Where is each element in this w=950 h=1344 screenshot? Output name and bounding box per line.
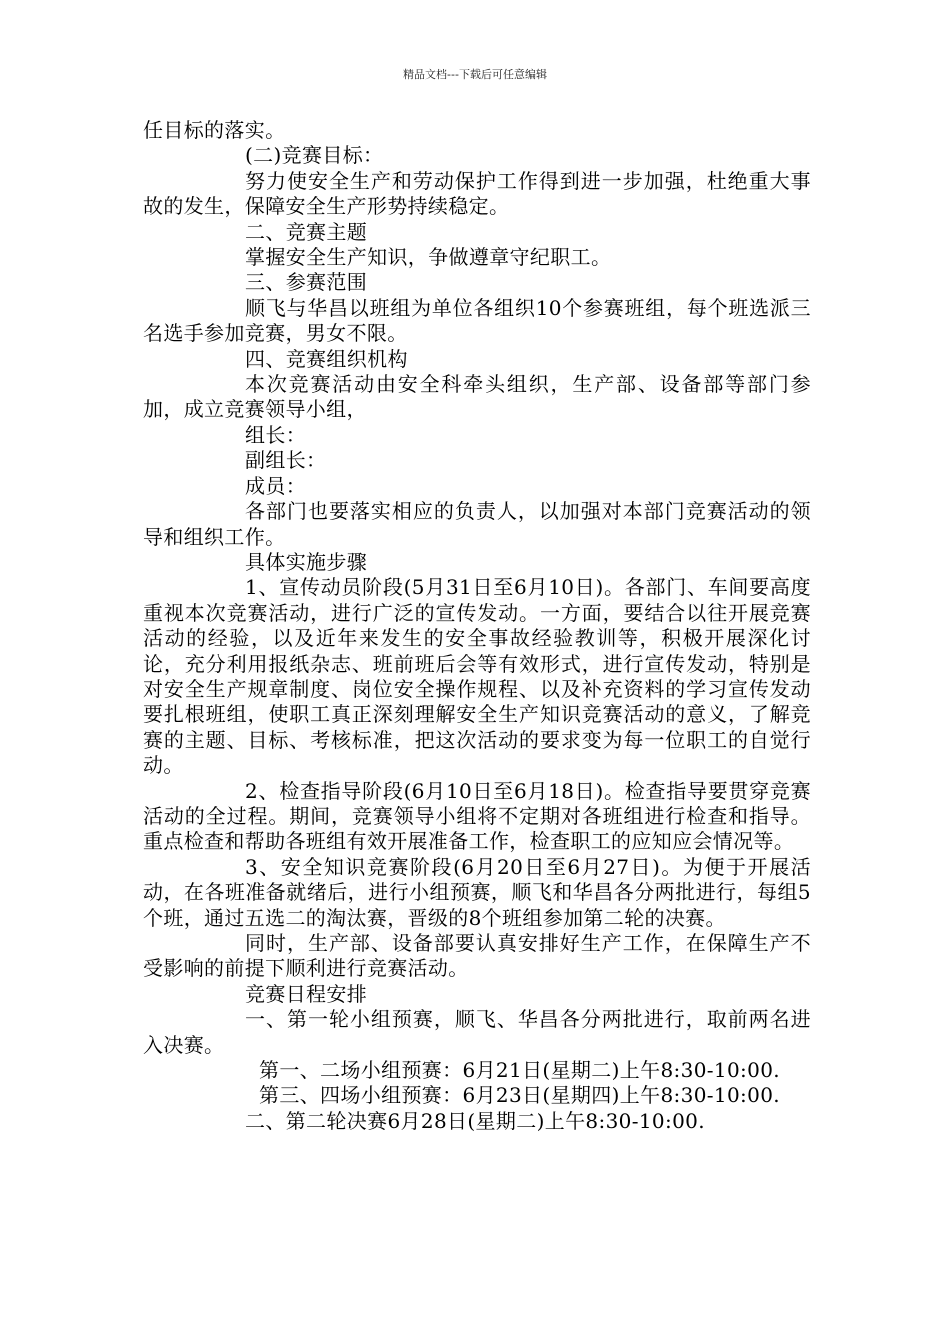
paragraph-17: 3、安全知识竞赛阶段(6月20日至6月27日)。为便于开展活动，在各班准备就绪后，进行小组预赛，顺飞和华昌各分两批进行，每组5个班，通过五选二的淘汰赛，晋级的8个班组参加第二轮的决赛。: [143, 854, 811, 930]
paragraph-11: 副组长：: [245, 448, 327, 473]
paragraph-5: 掌握安全生产知识，争做遵章守纪职工。: [245, 245, 612, 270]
paragraph-6: 三、参赛范围: [245, 270, 368, 295]
document-body: [143, 118, 811, 1134]
paragraph-13: 各部门也要落实相应的负责人，以加强对本部门竞赛活动的领导和组织工作。: [143, 499, 811, 549]
paragraph-15: 1、宣传动员阶段(5月31日至6月10日)。各部门、车间要高度重视本次竞赛活动，进行广泛的宣传发动。一方面，要结合以往开展竞赛活动的经验，以及近年来发生的安全事故经验教训等，积极开展深化讨论，充分利用报纸杂志、班前班后会等有效形式，进行宣传发动，特别是对安全生产规章制度、岗位安全操作规程、以及补充资料的学习宣传发动要扎根班组，使职工真正深刻理解安全生产知识竞赛活动的意义，了解竞赛的主题、目标、考核标准，把这次活动的要求变为每一位职工的自觉行动。: [143, 575, 811, 778]
paragraph-18: 同时，生产部、设备部要认真安排好生产工作，在保障生产不受影响的前提下顺利进行竞赛活动。: [143, 931, 811, 981]
paragraph-2: (二)竞赛目标：: [245, 143, 384, 168]
page-header: 精品文档---下载后可任意编辑: [403, 68, 547, 81]
paragraph-1: 任目标的落实。: [143, 118, 286, 142]
paragraph-19: 竞赛日程安排: [245, 981, 368, 1006]
paragraph-20: 一、第一轮小组预赛，顺飞、华昌各分两批进行，取前两名进入决赛。: [143, 1007, 811, 1057]
paragraph-21: 第一、二场小组预赛：6月21日(星期二)上午8:30-10:00.: [259, 1058, 780, 1083]
paragraph-23: 二、第二轮决赛6月28日(星期二)上午8:30-10:00.: [245, 1108, 705, 1133]
paragraph-4: 二、竞赛主题: [245, 219, 368, 244]
paragraph-14: 具体实施步骤: [245, 549, 368, 574]
paragraph-8: 四、竞赛组织机构: [245, 346, 408, 371]
paragraph-3: 努力使安全生产和劳动保护工作得到进一步加强，杜绝重大事故的发生，保障安全生产形势持续稳定。: [143, 168, 811, 219]
paragraph-16: 2、检查指导阶段(6月10日至6月18日)。检查指导要贯穿竞赛活动的全过程。期间，竞赛领导小组将不定期对各班组进行检查和指导。重点检查和帮助各班组有效开展准备工作，检查职工的应知应会情况等。: [143, 778, 811, 854]
paragraph-10: 组长：: [245, 422, 307, 447]
paragraph-22: 第三、四场小组预赛：6月23日(星期四)上午8:30-10:00.: [259, 1083, 780, 1108]
paragraph-12: 成员：: [245, 473, 307, 498]
paragraph-7: 顺飞与华昌以班组为单位各组织10个参赛班组，每个班选派三名选手参加竞赛，男女不限。: [143, 295, 811, 346]
paragraph-9: 本次竞赛活动由安全科牵头组织，生产部、设备部等部门参加，成立竞赛领导小组，: [143, 372, 811, 422]
